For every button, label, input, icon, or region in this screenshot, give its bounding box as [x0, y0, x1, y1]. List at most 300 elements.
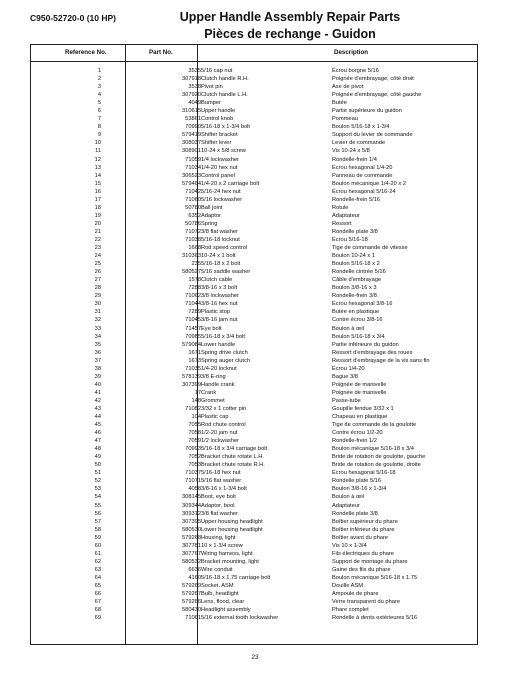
part-number: 3535	[188, 68, 201, 74]
reference-number: 12	[94, 156, 101, 163]
reference-number: 10	[94, 140, 101, 147]
description-french: Vis 10 x 1-3/4	[332, 542, 367, 549]
description-english: Pivot pin	[201, 84, 223, 91]
description-english: Shifter lever	[201, 140, 232, 147]
description-english: 3/8 E-ring	[201, 373, 226, 380]
table-row	[31, 115, 477, 123]
part-number: 308145	[182, 494, 201, 501]
reference-number: 29	[94, 293, 101, 300]
description-english: 10-24 x 1 bolt	[201, 253, 236, 260]
description-english: Socket, ASM	[201, 583, 234, 589]
description-english: Housing, light	[201, 534, 236, 541]
table-row	[31, 534, 477, 542]
table-header	[31, 45, 477, 62]
description-english: 1/4-20 x 2 carriage bolt	[201, 180, 260, 187]
table-row	[31, 614, 477, 622]
table-row	[31, 123, 477, 131]
description-english: Grommet	[201, 397, 225, 404]
description-french: Fils électriques du phare	[332, 550, 394, 557]
description-english: Lower housing headlight	[201, 526, 263, 533]
description-french: Écrou hexagonal 5/16-24	[332, 188, 396, 195]
part-number: 580530	[182, 526, 201, 533]
table-row	[31, 365, 477, 373]
description-english: Control knob	[201, 116, 234, 123]
table-row	[31, 510, 477, 518]
part-number: 104	[191, 414, 201, 421]
description-french: Adaptateur	[332, 502, 360, 509]
reference-number: 27	[94, 277, 101, 284]
reference-number: 54	[94, 494, 101, 501]
table-row	[31, 83, 477, 91]
table-row	[31, 389, 477, 397]
part-number: 71062	[185, 293, 201, 300]
table-row	[31, 502, 477, 510]
part-number: 580527	[182, 269, 201, 276]
description-french: Rondelle-frein 1/4	[332, 156, 377, 163]
description-english: Lower handle	[201, 341, 236, 348]
description-english: Wiring harness, light	[201, 550, 253, 557]
table-row	[31, 397, 477, 405]
table-row	[31, 308, 477, 316]
part-number: 235	[191, 261, 201, 268]
reference-number: 8	[97, 124, 101, 131]
reference-number: 69	[94, 615, 101, 622]
reference-number: 11	[95, 148, 101, 155]
description-french: Ressort d'embrayage des roues	[332, 349, 413, 356]
part-number: 70993	[185, 446, 201, 453]
description-french: Boîtier supérieur du phare	[332, 518, 398, 525]
part-number: 579268	[182, 534, 201, 541]
description-english: Plastic stop	[201, 309, 231, 316]
column-header-reference: Reference No.	[65, 49, 107, 56]
description-english: Rod speed control	[201, 245, 248, 252]
description-french: Boulon 5/16-18 x 3/4	[332, 333, 385, 340]
table-row	[31, 485, 477, 493]
reference-number: 25	[94, 261, 101, 268]
description-english: 5/16 flat washer	[201, 478, 242, 485]
table-row	[31, 172, 477, 180]
description-french: Boulon 5/16-18 x 2	[332, 261, 380, 268]
table-row	[31, 405, 477, 413]
description-english: 5/16-18 locknut	[201, 236, 240, 243]
description-french: Butée	[332, 100, 347, 107]
description-french: Phare complet	[332, 607, 369, 614]
description-french: Tige de commande de la goulotte	[332, 422, 417, 429]
table-row	[31, 292, 477, 300]
table-row	[31, 590, 477, 598]
reference-number: 68	[94, 607, 101, 614]
description-french: Rondelle-frein 3/8	[332, 293, 377, 300]
reference-number: 14	[94, 172, 101, 179]
part-number: 71045	[185, 317, 201, 324]
reference-number: 40	[94, 381, 101, 388]
part-number: 7052	[188, 454, 201, 461]
table-row	[31, 260, 477, 268]
reference-number: 5	[97, 100, 101, 107]
table-row	[31, 445, 477, 453]
description-french: Boîtier inférieur du phare	[332, 526, 395, 533]
part-number: 580532	[182, 558, 201, 565]
part-number: 7059	[188, 438, 201, 445]
description-english: Clutch cable	[201, 277, 233, 284]
description-english: Upper housing headlight	[201, 518, 263, 525]
reference-number: 13	[94, 164, 101, 171]
part-number: 7289	[188, 309, 201, 316]
reference-number: 43	[94, 405, 101, 412]
reference-number: 56	[94, 510, 101, 517]
part-number: 17	[194, 389, 201, 396]
description-english: Spring auger clutch	[201, 357, 251, 364]
table-row	[31, 453, 477, 461]
reference-number: 30	[94, 301, 101, 308]
description-english: Bulb, headlight	[201, 591, 239, 598]
description-english: Eye bolt	[201, 325, 222, 332]
part-number: 579464	[182, 180, 201, 187]
part-number: 1668	[188, 245, 201, 252]
description-french: Poignée de manivelle	[332, 381, 387, 388]
description-english: Ball joint	[201, 204, 223, 211]
table-row	[31, 156, 477, 164]
table-row	[31, 147, 477, 155]
reference-number: 47	[94, 438, 101, 445]
part-number: 71457	[185, 325, 201, 332]
table-row	[31, 357, 477, 365]
part-number: 71059	[185, 156, 201, 163]
parts-table	[30, 44, 478, 645]
part-number: 6352	[188, 212, 201, 219]
description-french: Butée en plastique	[332, 309, 380, 316]
description-french: Contre écrou 1/2-20	[332, 430, 383, 437]
description-english: 5/16 lockwasher	[201, 196, 243, 203]
part-number: 71035	[185, 365, 201, 372]
part-number: 3538	[188, 84, 201, 91]
description-french: Rondelle-frein 1/2	[332, 438, 377, 445]
description-french: Panneau de commande	[332, 172, 393, 179]
table-row	[31, 204, 477, 212]
description-english: 3/8 flat washer	[201, 510, 238, 517]
reference-number: 61	[94, 550, 101, 557]
table-row	[31, 518, 477, 526]
table-row	[31, 413, 477, 421]
table-row	[31, 333, 477, 341]
description-english: 3/8-16 hex nut	[201, 301, 238, 308]
table-row	[31, 598, 477, 606]
part-number: 310363	[182, 253, 201, 260]
reference-number: 45	[94, 422, 101, 429]
description-english: 5/16 cap nut	[201, 68, 233, 74]
table-row	[31, 99, 477, 107]
reference-number: 9	[97, 132, 101, 139]
description-english: Boot, eye bolt	[201, 494, 236, 501]
description-french: Écrou borgne 5/16	[332, 68, 379, 74]
description-english: Plastic cap	[201, 414, 229, 421]
description-french: Poignée d'embrayage, côté gauche	[332, 92, 422, 99]
part-number: 1578	[188, 277, 201, 284]
description-french: Tige de commande de vitesse	[332, 245, 408, 252]
reference-number: 52	[94, 478, 101, 485]
part-number: 50780	[185, 204, 201, 211]
description-french: Boulon à œil	[332, 325, 364, 332]
table-row	[31, 284, 477, 292]
description-french: Ressort	[332, 220, 352, 227]
part-number: 148	[191, 397, 201, 404]
description-english: 1/4-20 hex nut	[201, 164, 238, 171]
description-french: Goupille fendue 3/32 x 1	[332, 405, 394, 412]
part-number: 71071	[185, 478, 201, 485]
reference-number: 23	[94, 245, 101, 252]
table-row	[31, 244, 477, 252]
description-french: Adaptateur	[332, 212, 360, 219]
description-english: 5/16 saddle washer	[201, 269, 251, 276]
table-row	[31, 212, 477, 220]
description-english: 1/2 lockwasher	[201, 438, 239, 445]
part-number: 308037	[182, 140, 201, 147]
part-number: 4160	[188, 574, 201, 581]
reference-number: 22	[94, 236, 101, 243]
part-number: 309344	[182, 502, 201, 509]
reference-number: 19	[94, 212, 101, 219]
reference-number: 24	[94, 253, 101, 260]
description-french: Partie inférieure du guidon	[332, 341, 399, 348]
part-number: 71037	[185, 470, 201, 477]
description-french: Rondelle cintrée 5/16	[332, 269, 386, 276]
reference-number: 21	[94, 228, 101, 235]
description-english: 3/8-16 x 3 bolt	[201, 285, 238, 292]
description-english: Headlight assembly	[201, 607, 251, 614]
reference-number: 44	[94, 414, 101, 421]
part-number: 71044	[185, 301, 201, 308]
description-french: Boulon 3/8-16 x 3	[332, 285, 377, 292]
description-french: Poignée de manivelle	[332, 389, 387, 396]
column-header-description: Description	[334, 49, 369, 56]
part-number: 309312	[182, 510, 201, 517]
part-number: 4058	[188, 486, 201, 493]
reference-number: 49	[94, 454, 101, 461]
description-english: 5/16-18 hex nut	[201, 470, 241, 477]
reference-number: 31	[94, 309, 101, 316]
page-title-english: Upper Handle Assembly Repair Parts	[179, 10, 401, 24]
model-number: C950-52720-0 (10 HP)	[30, 13, 116, 23]
part-number: 307395	[182, 518, 201, 525]
reference-number: 16	[94, 188, 101, 195]
description-french: Gaine des fils du phare	[332, 566, 391, 573]
reference-number: 50	[94, 462, 101, 469]
part-number: 580430	[182, 607, 201, 614]
description-french: Rotule	[332, 204, 349, 211]
description-french: Ressort d'embrayage de la vis sans fin	[332, 357, 430, 364]
description-english: 5/16 external tooth lockwasher	[201, 615, 279, 622]
table-row	[31, 381, 477, 389]
description-english: Wire conduit	[201, 566, 233, 573]
part-number: 4049	[188, 100, 201, 107]
description-english: 5/16-24 hex nut	[201, 188, 241, 195]
part-number: 578139	[182, 373, 201, 380]
reference-number: 26	[94, 269, 101, 276]
reference-number: 6	[97, 108, 101, 115]
part-number: 7058	[188, 430, 201, 437]
description-french: Pommeau	[332, 116, 358, 123]
table-row	[31, 437, 477, 445]
description-french: Boulon mécanique 5/16-18 x 1.75	[332, 574, 418, 581]
reference-number: 2	[97, 76, 101, 83]
part-number: 53861	[185, 116, 201, 123]
reference-number: 1	[97, 68, 101, 74]
description-english: 5/16-18 x 3/4 carriage bolt	[201, 446, 268, 453]
table-row	[31, 349, 477, 357]
table-row	[31, 164, 477, 172]
part-number: 1673	[188, 357, 201, 364]
description-french: Rondelle plate 5/16	[332, 478, 382, 485]
description-french: Support du levier de commande	[332, 132, 413, 139]
reference-number: 28	[94, 285, 101, 292]
table-row	[31, 461, 477, 469]
table-body	[31, 67, 477, 622]
part-number: 7053	[188, 462, 201, 469]
part-number: 308901	[182, 148, 201, 155]
reference-number: 48	[94, 446, 101, 453]
description-french: Partie supérieure du guidon	[332, 108, 402, 115]
reference-number: 63	[94, 566, 101, 573]
reference-number: 7	[97, 116, 101, 123]
table-row	[31, 550, 477, 558]
description-english: Clutch handle L.H.	[201, 92, 248, 99]
description-english: 1/2-20 jam nut	[201, 430, 238, 437]
column-header-part: Part No.	[149, 49, 173, 56]
description-french: Contre écrou 3/8-16	[332, 317, 383, 324]
description-english: Adaptor, bool	[201, 502, 235, 509]
part-number: 71082	[185, 405, 201, 412]
description-french: Verre transparent du phare	[332, 599, 400, 606]
table-row	[31, 91, 477, 99]
part-number: 579419	[182, 132, 201, 139]
part-number: 71038	[185, 236, 201, 243]
table-row	[31, 469, 477, 477]
part-number: 70990	[185, 124, 201, 131]
description-english: 3/32 x 1 cotter pin	[201, 405, 247, 412]
description-french: Douille ASM	[332, 583, 363, 589]
part-number: 71042	[185, 188, 201, 195]
description-english: 5/16-18 x 3/4 bolt	[201, 333, 245, 340]
part-number: 71060	[185, 196, 201, 203]
description-english: 10 x 1-3/4 screw	[201, 542, 243, 549]
description-english: 3/8-16 jam nut	[201, 317, 238, 324]
reference-number: 65	[94, 583, 101, 589]
description-english: Spring	[201, 220, 218, 227]
part-number: 71061	[185, 615, 201, 622]
description-english: 5/16-18 x 1-3/4 bolt	[201, 124, 251, 131]
table-row	[31, 75, 477, 83]
reference-number: 55	[94, 502, 101, 509]
part-number: 7055	[188, 422, 201, 429]
reference-number: 57	[94, 518, 101, 525]
table-row	[31, 268, 477, 276]
description-french: Écrou 5/16-18	[332, 236, 368, 243]
reference-number: 17	[94, 196, 101, 203]
table-row	[31, 252, 477, 260]
description-english: Adaptor	[201, 212, 221, 219]
part-number: 307767	[182, 550, 201, 557]
description-french: Bride de rotation de goulotte, droite	[332, 462, 421, 469]
part-number: 579269	[182, 583, 201, 589]
description-french: Ampoule de phare	[332, 591, 379, 598]
description-french: Passe-tube	[332, 397, 361, 404]
table-row	[31, 421, 477, 429]
description-french: Écrou hexagonal 1/4-20	[332, 164, 393, 171]
table-row	[31, 429, 477, 437]
description-french: Écrou hexagonal 5/16-18	[332, 470, 396, 477]
description-english: Spring drive clutch	[201, 349, 248, 356]
table-row	[31, 276, 477, 284]
reference-number: 60	[94, 542, 101, 549]
description-french: Câble d'embrayage	[332, 277, 382, 284]
description-french: Écrou hexagonal 3/8-16	[332, 301, 393, 308]
table-row	[31, 228, 477, 236]
description-english: Handle crank	[201, 381, 235, 388]
description-english: 5/16-18 x 2 bolt	[201, 261, 241, 268]
reference-number: 59	[94, 534, 101, 541]
part-number: 1671	[188, 349, 201, 356]
reference-number: 64	[94, 574, 101, 581]
description-french: Poignée d'embrayage, côté droit	[332, 76, 414, 83]
table-row	[31, 67, 477, 75]
description-french: Support de montage du phare	[332, 558, 408, 565]
reference-number: 62	[94, 558, 101, 565]
description-french: Rondelle à dents extérieures 5/16	[332, 615, 418, 622]
description-english: 5/16-18 x 1.75 carriage bolt	[201, 574, 271, 581]
part-number: 307918	[182, 76, 201, 83]
description-english: Bracket chute rotate R.H.	[201, 462, 265, 469]
part-number: 6636	[188, 566, 201, 573]
description-french: Bague 3/8	[332, 373, 358, 380]
part-number: 306523	[182, 172, 201, 179]
description-french: Boulon mécanique 1/4-20 x 2	[332, 180, 406, 187]
part-number: 71034	[185, 164, 201, 171]
part-number: 307399	[182, 381, 201, 388]
table-row	[31, 542, 477, 550]
page-number: 23	[251, 654, 259, 661]
description-french: Levier de commande	[332, 140, 386, 147]
description-english: 1/4 lockwasher	[201, 156, 239, 163]
part-number: 7288	[188, 285, 201, 292]
reference-number: 33	[94, 325, 101, 332]
table-row	[31, 188, 477, 196]
reference-number: 36	[94, 349, 101, 356]
table-row	[31, 325, 477, 333]
description-french: Boulon à œil	[332, 494, 364, 501]
table-row	[31, 236, 477, 244]
description-french: Écrou 1/4-20	[332, 365, 365, 372]
description-french: Rondelle plate 3/8	[332, 510, 378, 517]
description-english: Control panel	[201, 172, 235, 179]
table-row	[31, 606, 477, 614]
reference-number: 15	[94, 180, 101, 187]
reference-number: 41	[94, 389, 101, 396]
table-row	[31, 526, 477, 534]
reference-number: 39	[94, 373, 101, 380]
description-french: Rondelle plate 3/8	[332, 228, 378, 235]
part-number: 70985	[185, 333, 201, 340]
table-row	[31, 341, 477, 349]
table-row	[31, 180, 477, 188]
description-english: 1/4-20 locknut	[201, 365, 237, 372]
reference-number: 53	[94, 486, 101, 493]
description-english: 3/8 flat washer	[201, 228, 238, 235]
reference-number: 38	[94, 365, 101, 372]
description-french: Axe de pivot	[332, 84, 364, 91]
table-row	[31, 493, 477, 501]
reference-number: 66	[94, 591, 101, 598]
part-number: 307920	[182, 92, 201, 99]
